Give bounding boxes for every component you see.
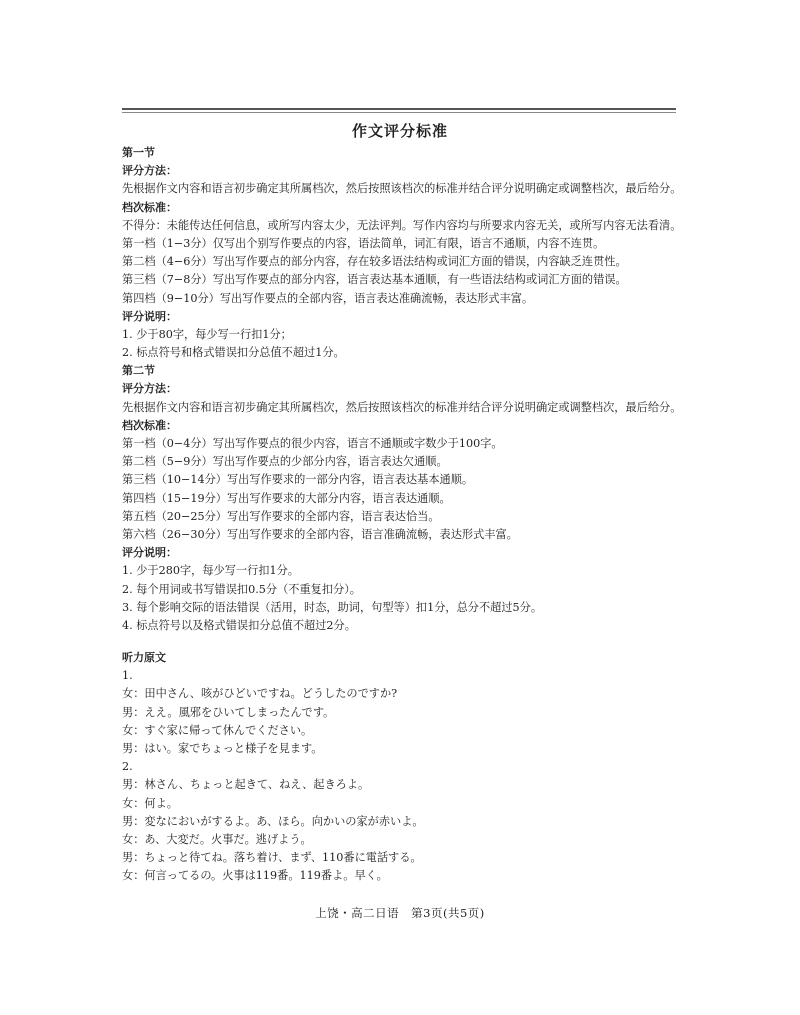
section2-level-item: 第二档（5−9分）写出写作要点的少部分内容，语言表达欠通顺。 — [122, 455, 448, 469]
section1-level-item: 第二档（4−6分）写出写作要点的部分内容，存在较多语法结构或词汇方面的错误，内容缺乏连贯性。 — [122, 255, 627, 269]
section1-method-text: 先根据作文内容和语言初步确定其所属档次，然后按照该档次的标准并结合评分说明确定或调整档次，最后给分。 — [122, 182, 682, 196]
section2-note-item: 3. 每个影响交际的语法错误（活用，时态，助词，句型等）扣1分，总分不超过5分。 — [122, 600, 543, 614]
dialog-line: 女：あ、大変だ。火事だ。逃げよう。 — [122, 832, 312, 846]
section1-level-label: 档次标准： — [122, 200, 177, 214]
document-body — [122, 144, 682, 886]
section2-heading: 第二节 — [122, 364, 155, 378]
dialog2-number: 2. — [122, 760, 133, 774]
section1-note-item: 2. 标点符号和格式错误扣分总值不超过1分。 — [122, 346, 345, 360]
page-footer: 上饶・高二日语 第3页(共5页) — [315, 906, 485, 920]
section2-level-item: 第五档（20−25分）写出写作要求的全部内容，语言表达恰当。 — [122, 509, 440, 523]
section1-heading: 第一节 — [122, 146, 155, 159]
section2-note-item: 1. 少于280字，每少写一行扣1分。 — [122, 564, 299, 578]
dialog-line: 女：すぐ家に帰って休んでください。 — [122, 723, 313, 737]
listening-heading: 听力原文 — [122, 651, 166, 665]
header-rule — [122, 108, 676, 110]
dialog-line: 女：田中さん、咳がひどいですね。どうしたのですか? — [122, 687, 398, 701]
section1-level-item: 不得分：未能传达任何信息，或所写内容太少，无法评判。写作内容均与所要求内容无关，或所写内容无法看清。 — [122, 218, 682, 232]
dialog-line: 男：変なにおいがするよ。あ、ほら。向かいの家が赤いよ。 — [122, 814, 424, 828]
section1-level-item: 第一档（1−3分）仅写出个别写作要点的内容，语法简单，词汇有限，语言不通顺，内容不连贯。 — [122, 236, 605, 250]
section1-method-label: 评分方法： — [122, 164, 177, 178]
section2-level-label: 档次标准： — [122, 418, 177, 432]
section2-level-item: 第四档（15−19分）写出写作要求的大部分内容，语言表达通顺。 — [122, 491, 451, 505]
section1-level-item: 第三档（7−8分）写出写作要点的部分内容，语言表达基本通顺，有一些语法结构或词汇方面的错误。 — [122, 273, 627, 287]
dialog-line: 女：何よ。 — [122, 796, 178, 810]
section1-note-item: 1. 少于80字，每少写一行扣1分； — [122, 327, 292, 341]
header-rule-thin — [122, 112, 676, 113]
section2-notes-label: 评分说明： — [122, 546, 177, 560]
dialog-line: 男：林さん、ちょっと起きて、ねえ、起きろよ。 — [122, 778, 370, 792]
section1-notes-label: 评分说明： — [122, 309, 177, 323]
dialog-line: 男：ちょっと待てね。落ち着け、まず、110番に電話する。 — [122, 851, 422, 865]
dialog-line: 男：ええ。風邪をひいてしまったんです。 — [122, 705, 335, 719]
section2-level-item: 第三档（10−14分）写出写作要求的一部分内容，语言表达基本通顺。 — [122, 473, 474, 487]
section2-method-label: 评分方法： — [122, 382, 177, 396]
section1-level-item: 第四档（9−10分）写出写作要点的全部内容，语言表达准确流畅，表达形式丰富。 — [122, 291, 534, 305]
dialog-line: 男：はい。家でちょっと様子を見ます。 — [122, 742, 323, 755]
page-title: 作文评分标准 — [351, 122, 448, 140]
section2-note-item: 2. 每个用词或书写错误扣0.5分（不重复扣分）。 — [122, 582, 361, 596]
dialog-line: 女：何言ってるの。火事は119番。119番よ。早く。 — [122, 869, 388, 883]
section2-method-text: 先根据作文内容和语言初步确定其所属档次，然后按照该档次的标准并结合评分说明确定或调整档次，最后给分。 — [122, 400, 682, 414]
section2-note-item: 4. 标点符号以及格式错误扣分总值不超过2分。 — [122, 618, 356, 632]
section2-level-item: 第六档（26−30分）写出写作要求的全部内容，语言准确流畅，表达形式丰富。 — [122, 527, 518, 541]
dialog1-number: 1. — [122, 669, 133, 683]
section2-level-item: 第一档（0−4分）写出写作要点的很少内容，语言不通顺或字数少于100字。 — [122, 437, 503, 450]
